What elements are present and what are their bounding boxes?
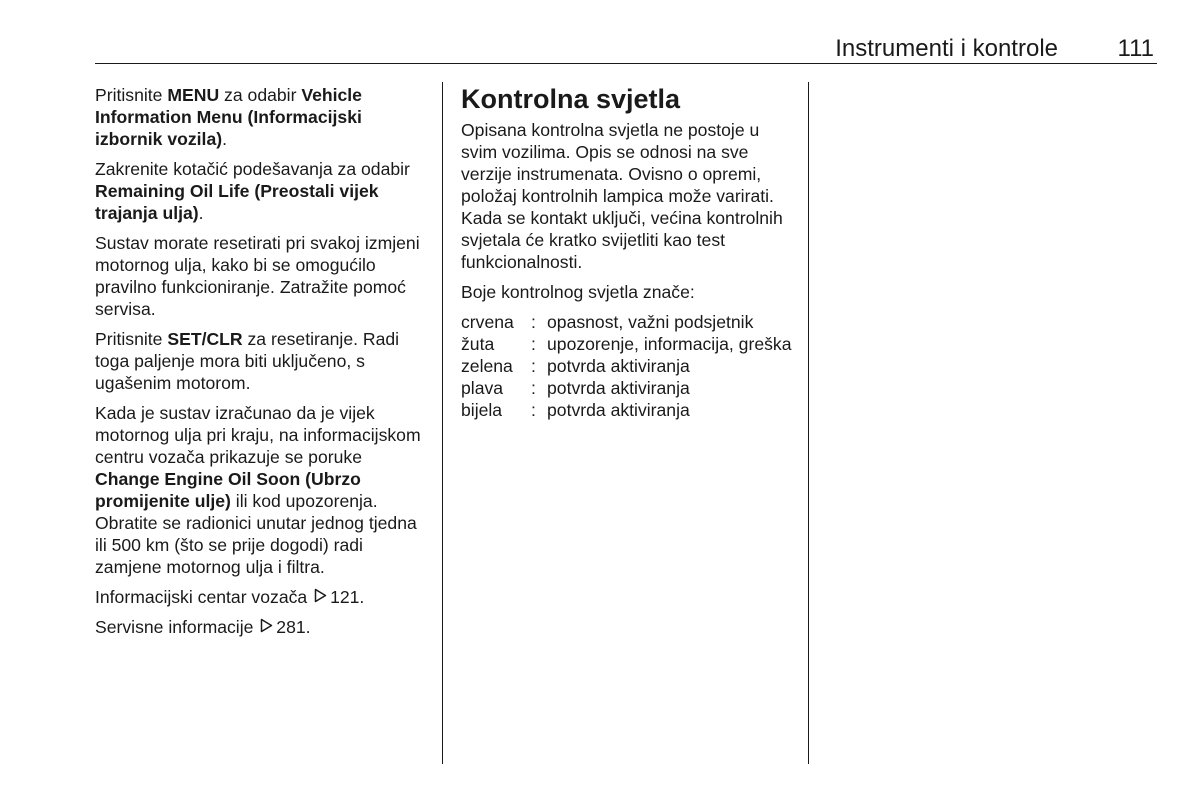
color-meaning: potvrda aktiviranja — [547, 400, 690, 420]
paragraph-set-clr: Pritisnite SET/CLR za resetiranje. Radi toga paljenje mora biti uključeno, s ugašenim motorom. — [95, 329, 400, 393]
color-row — [461, 377, 791, 399]
color-meaning: potvrda aktiviranja — [547, 356, 690, 376]
vehicle-information-menu-label: Vehicle Information Menu (Informacijski izbornik vozila) — [95, 85, 362, 149]
reference-driver-information-centre[interactable]: Informacijski centar vozača 121. — [95, 587, 365, 607]
color-row — [461, 333, 791, 355]
color-name: žuta — [461, 334, 495, 354]
column-divider-2 — [808, 82, 809, 764]
warning-light-colors-table — [461, 311, 791, 421]
color-separator: : — [531, 378, 536, 398]
column-divider-1 — [442, 82, 443, 764]
color-separator: : — [531, 334, 536, 354]
header-rule — [95, 63, 1157, 64]
color-row — [461, 311, 791, 333]
color-meaning: opasnost, važni podsjetnik — [547, 312, 754, 332]
color-name: crvena — [461, 312, 514, 332]
color-meaning: upozorenje, informacija, greška — [547, 334, 792, 354]
left-column — [95, 84, 425, 646]
header-section-title: Instrumenti i kontrole — [835, 35, 1058, 62]
color-separator: : — [531, 400, 536, 420]
color-name: bijela — [461, 400, 503, 420]
colors-heading: Boje kontrolnog svjetla znače: — [461, 282, 695, 302]
page-reference-icon — [314, 586, 327, 608]
menu-button-label: MENU — [167, 85, 220, 105]
color-row — [461, 399, 791, 421]
color-name: zelena — [461, 356, 513, 376]
reference-service-information[interactable]: Servisne informacije 281. — [95, 617, 311, 637]
paragraph-menu-select: Pritisnite MENU za odabir Vehicle Information Menu (Informacijski izbornik vozila). — [95, 85, 362, 149]
color-meaning: potvrda aktiviranja — [547, 378, 690, 398]
set-clr-button-label: SET/CLR — [167, 329, 243, 349]
color-separator: : — [531, 312, 536, 332]
section-title-warning-lights: Kontrolna svjetla — [461, 84, 681, 114]
page-number: 111 — [1117, 35, 1154, 62]
paragraph-warning-lights-intro: Opisana kontrolna svjetla ne postoje u svim vozilima. Opis se odnosi na sve verzije instrumenata. Ovisno o opremi, položaj kontrolnih lampica može varirati. Kada se kontakt uključi, većina kontrolnih svjetala će kratko svijetliti kao test funkcionalnosti. — [461, 120, 783, 272]
color-row — [461, 355, 791, 377]
page-reference-icon — [260, 616, 273, 638]
middle-column — [461, 84, 796, 421]
paragraph-change-engine-oil: Kada je sustav izračunao da je vijek motornog ulja pri kraju, na informacijskom centru vozača prikazuje se poruke Change Engine Oil Soon (Ubrzo promijenite ulje) ili kod upozorenja. Obratite se radionici unutar jednog tjedna ili 500 km (što se prije dogodi) radi zamjene motornog ulja i filtra. — [95, 403, 421, 577]
change-engine-oil-message: Change Engine Oil Soon (Ubrzo promijenite ulje) — [95, 469, 361, 511]
remaining-oil-life-label: Remaining Oil Life (Preostali vijek trajanja ulja) — [95, 181, 379, 223]
color-separator: : — [531, 356, 536, 376]
color-name: plava — [461, 378, 504, 398]
paragraph-reset-system: Sustav morate resetirati pri svakoj izmjeni motornog ulja, kako bi se omogućilo pravilno funkcioniranje. Zatražite pomoć servisa. — [95, 233, 420, 319]
paragraph-remaining-oil-life: Zakrenite kotačić podešavanja za odabir Remaining Oil Life (Preostali vijek trajanja ulja). — [95, 159, 410, 223]
